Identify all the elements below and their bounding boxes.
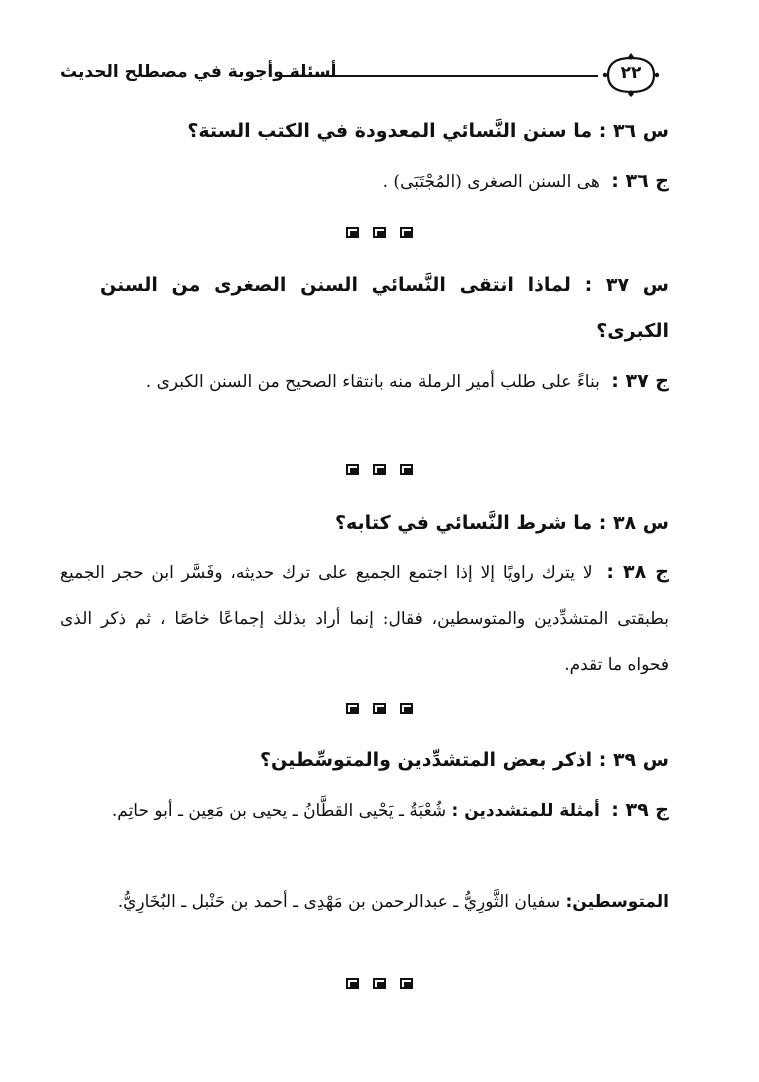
page-number: ٢٢ <box>620 63 642 83</box>
square-ornament-icon <box>346 227 359 238</box>
question-39 <box>60 737 669 783</box>
question-36 <box>60 108 669 154</box>
square-ornament-icon <box>400 227 413 238</box>
square-ornament-icon <box>346 464 359 475</box>
square-ornament-icon <box>400 464 413 475</box>
answer-text: هى السنن الصغرى (المُجْتَبَى) . <box>382 172 600 192</box>
section-divider <box>0 226 759 242</box>
square-ornament-icon <box>346 703 359 714</box>
strict-examples-label: أمثلة للمتشددين : <box>451 801 600 821</box>
question-38 <box>60 500 669 546</box>
answer-38 <box>60 549 669 688</box>
running-title: أسئلة وأجوبة في مصطلح الحديث <box>60 62 337 82</box>
section-divider <box>0 702 759 718</box>
square-ornament-icon <box>346 978 359 989</box>
question-text: ما سنن النَّسائي المعدودة في الكتب الستة؟ <box>187 120 593 142</box>
moderate-examples <box>60 879 669 925</box>
square-ornament-icon <box>373 703 386 714</box>
answer-text: بناءً على طلب أمير الرملة منه بانتقاء الصحيح من السنن الكبرى . <box>145 372 600 392</box>
question-label: س ٣٧ : <box>584 274 669 296</box>
question-label: س ٣٨ : <box>598 512 669 534</box>
square-ornament-icon <box>373 464 386 475</box>
square-ornament-icon <box>373 978 386 989</box>
answer-36 <box>60 158 669 205</box>
section-divider <box>0 977 759 993</box>
section-divider <box>0 463 759 479</box>
square-ornament-icon <box>373 227 386 238</box>
answer-text: لا يترك راويًا إلا إذا اجتمع الجميع على ترك حديثه، وفَسَّر ابن حجر الجميع بطبقتى المتشدِّدين والمتوسطين، فقال: إنما أراد بذلك إجماعًا خاصًا ، ثم ذكر الذى فحواه ما تقدم. <box>60 563 669 675</box>
answer-label: ج ٣٦ : <box>611 170 669 192</box>
square-ornament-icon <box>400 703 413 714</box>
strict-examples-text: شُعْبَةُ ـ يَحْيى القطَّانُ ـ يحيى بن مَعِين ـ أبو حاتِم. <box>111 801 447 821</box>
page-number-badge <box>602 52 660 98</box>
answer-label: ج ٣٩ : <box>611 799 669 821</box>
question-label: س ٣٦ : <box>598 120 669 142</box>
question-text: ما شرط النَّسائي في كتابه؟ <box>335 512 593 534</box>
page-header <box>60 52 660 102</box>
moderate-examples-text: سفيان الثَّورِيُّ ـ عبدالرحمن بن مَهْدِى ـ أحمد بن حَنْبل ـ البُخَارِيُّ. <box>117 892 561 912</box>
answer-label: ج ٣٧ : <box>611 370 669 392</box>
answer-label: ج ٣٨ : <box>606 561 669 583</box>
moderate-examples-label: المتوسطين: <box>565 892 669 912</box>
square-ornament-icon <box>400 978 413 989</box>
question-label: س ٣٩ : <box>598 749 669 771</box>
answer-37 <box>60 358 669 405</box>
question-text: لماذا انتقى النَّسائي السنن الصغرى من السنن الكبرى؟ <box>100 274 669 342</box>
header-rule <box>282 75 598 77</box>
question-37 <box>100 262 669 354</box>
question-text: اذكر بعض المتشدِّدين والمتوسِّطين؟ <box>259 749 593 771</box>
answer-39 <box>60 787 669 834</box>
